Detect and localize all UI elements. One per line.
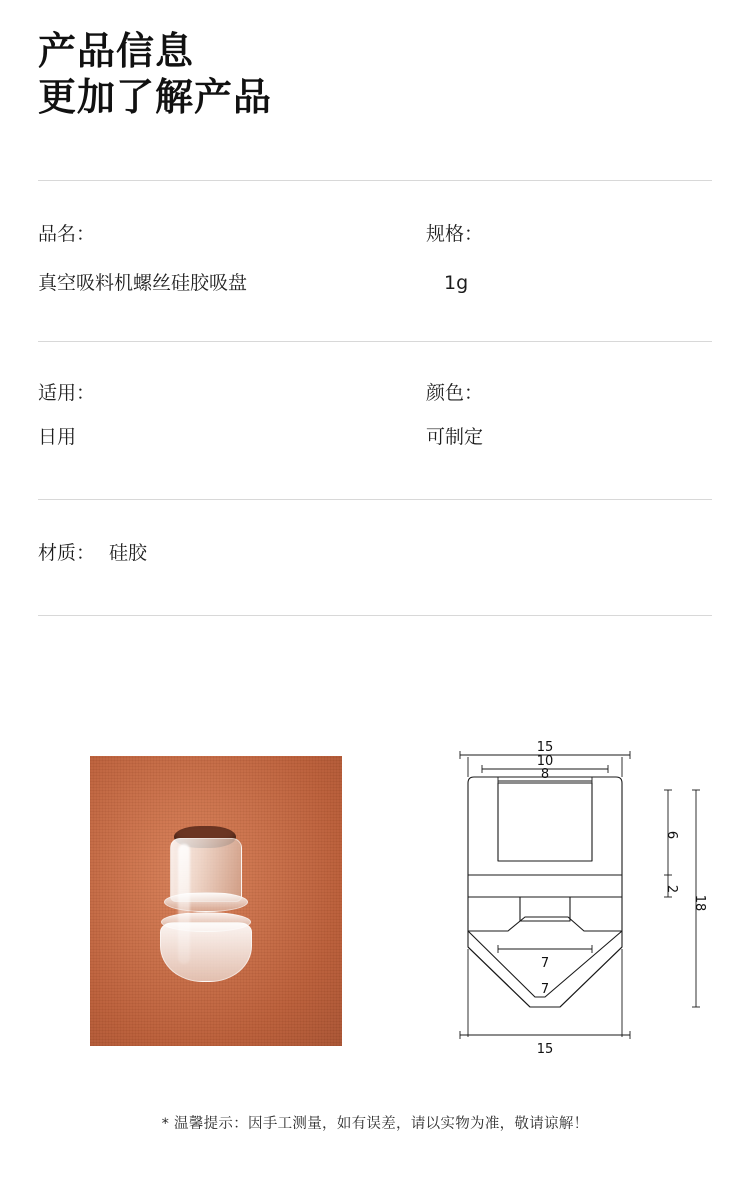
dim-height-flange: 2 (664, 884, 679, 894)
cup-highlight (178, 844, 190, 964)
spec-row-usage (38, 342, 712, 500)
dim-mid-lower: 7 (540, 982, 550, 997)
media-section (0, 735, 750, 1115)
spec-row-material (38, 500, 712, 615)
divider-bottom (38, 615, 712, 616)
spec-value-product-name: 真空吸料机螺丝硅胶吸盘 (38, 271, 248, 294)
product-photo (90, 756, 342, 1046)
spec-label-usage: 适用： (38, 381, 96, 404)
dim-height-total: 18 (692, 894, 707, 912)
cup-ring-upper (164, 892, 248, 912)
dimension-diagram (420, 735, 720, 1085)
spec-cell-spec (426, 223, 712, 295)
page-title-line-1: 产品信息 (38, 29, 195, 73)
spec-row-name (38, 181, 712, 341)
spec-value-material: 硅胶 (109, 542, 148, 565)
suction-cup-illustration (152, 826, 258, 986)
footer-note: * 温馨提示：因手工测量，如有误差，请以实物为准，敬请谅解！ (161, 1116, 589, 1132)
spec-table (38, 180, 712, 616)
spec-label-product-name: 品名： (38, 223, 96, 245)
dim-top-mid: 10 (536, 754, 554, 769)
spec-label-color: 颜色： (426, 381, 484, 404)
spec-value-usage: 日用 (38, 426, 77, 449)
dim-bottom-width: 15 (536, 1042, 554, 1057)
spec-label-spec: 规格： (426, 223, 484, 245)
spec-cell-color (426, 382, 712, 450)
dim-top-outer: 15 (536, 740, 554, 755)
page-title (38, 28, 638, 121)
spec-cell-usage (38, 382, 426, 450)
spec-label-material: 材质： (38, 542, 96, 565)
dim-height-upper: 6 (664, 830, 679, 840)
spec-value-spec: 1g (444, 271, 469, 294)
dim-top-inner: 8 (540, 767, 550, 782)
dimension-diagram-svg (420, 735, 720, 1085)
spec-cell-material (38, 542, 426, 565)
spec-cell-product-name (38, 223, 426, 295)
cup-skirt (160, 922, 252, 982)
spec-value-color: 可制定 (426, 426, 484, 449)
page-title-line-2: 更加了解产品 (38, 75, 273, 120)
dim-mid-width: 7 (540, 956, 550, 971)
